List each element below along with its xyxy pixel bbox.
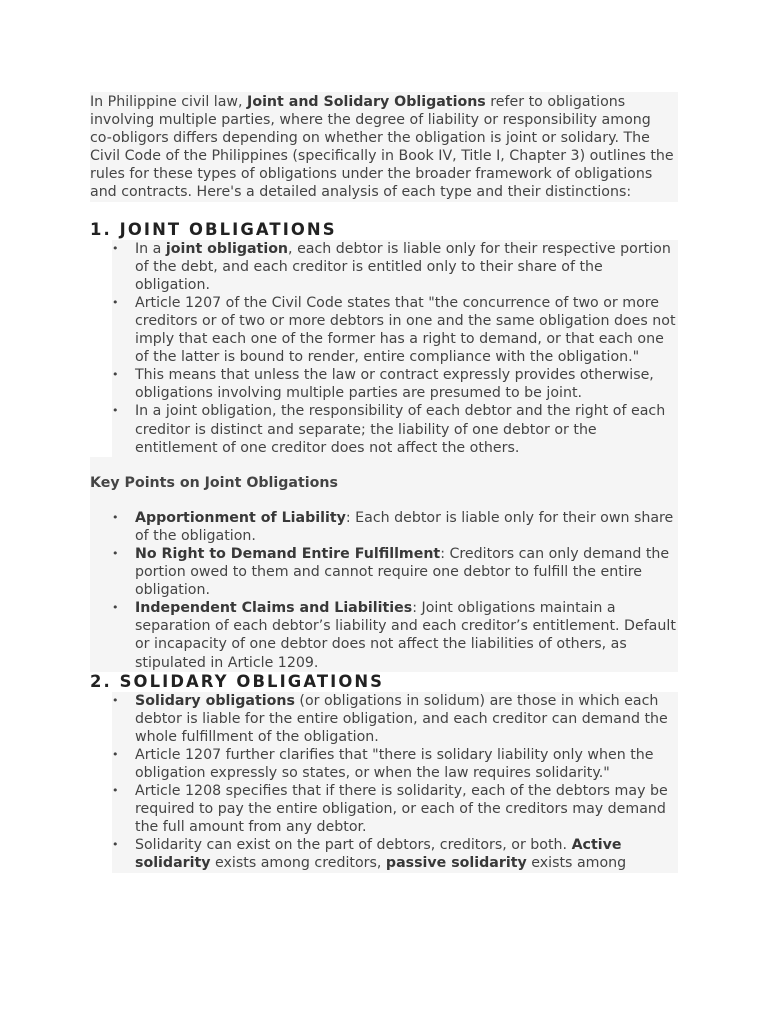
item-text-rest: exists among xyxy=(526,855,627,872)
section-heading-solidary: 2. SOLIDARY OBLIGATIONS xyxy=(90,671,385,691)
bullet-icon: • xyxy=(112,368,119,382)
bullet-icon: • xyxy=(112,601,119,615)
solidary-obligations-list xyxy=(112,692,678,873)
item-bold-term: Active solidarity xyxy=(135,837,622,872)
list-item xyxy=(112,746,678,782)
document-page xyxy=(90,92,678,873)
bullet-icon: • xyxy=(112,838,119,852)
key-points-heading: Key Points on Joint Obligations xyxy=(90,457,678,509)
list-item xyxy=(112,692,678,746)
list-item xyxy=(112,294,678,366)
bullet-icon: • xyxy=(112,295,119,309)
list-item xyxy=(90,509,678,545)
item-text: In a joint obligation, the responsibility of each debtor and the right of each creditor is distinct and separate; the liability of one debtor or the entitlement of one creditor does not affect the others. xyxy=(135,403,666,456)
list-item xyxy=(112,366,678,402)
item-text: This means that unless the law or contract expressly provides otherwise, obligations involving multiple parties are presumed to be joint. xyxy=(135,367,654,402)
bullet-icon: • xyxy=(112,404,119,418)
item-text: In a xyxy=(135,240,166,257)
intro-bold-term: Joint and Solidary Obligations xyxy=(247,94,486,110)
intro-text: In Philippine civil law, xyxy=(90,94,248,110)
joint-obligations-list xyxy=(112,240,678,457)
list-item xyxy=(112,782,678,836)
bullet-icon: • xyxy=(112,546,119,560)
item-text: Article 1207 of the Civil Code states that "the concurrence of two or more creditors or of two or more debtors in one and the same obligation does not imply that each one of the former has a right to demand, or that each one of the latter is bound to render, entire compliance with the obligation." xyxy=(135,294,676,366)
item-text: Article 1208 specifies that if there is solidarity, each of the debtors may be required to pay the entire obligation, or each of the creditors may demand the full amount from any debtor. xyxy=(135,783,668,836)
item-bold-term: joint obligation xyxy=(165,240,289,257)
section-heading-joint: 1. JOINT OBLIGATIONS xyxy=(90,219,337,239)
item-text-mid: exists among creditors, xyxy=(210,855,386,872)
item-bold-term: No Right to Demand Entire Fulfillment xyxy=(135,545,441,562)
item-text: Article 1207 further clarifies that "there is solidary liability only when the obligation expressly so states, or when the law requires solidarity." xyxy=(135,746,654,781)
bullet-icon: • xyxy=(112,510,119,524)
list-item xyxy=(112,402,678,456)
intro-text-rest: refer to obligations involving multiple parties, where the degree of liability or responsibility among co-obligors differs depending on whether the obligation is joint or solidary. The Civil Code of the Philippines (specifically in Book IV, Title I, Chapter 3) outlines the rules for these types of obligations under the broader framework of obligations and contracts. Here's a detailed analysis of each type and their distinctions: xyxy=(90,94,674,201)
bullet-icon: • xyxy=(112,241,119,255)
bullet-icon: • xyxy=(112,693,119,707)
item-text: Solidarity can exist on the part of debtors, creditors, or both. xyxy=(135,837,572,854)
list-item xyxy=(112,836,678,872)
list-item xyxy=(90,545,678,599)
item-bold-term: Solidary obligations xyxy=(135,692,295,709)
intro-paragraph xyxy=(90,92,678,202)
list-item xyxy=(112,240,678,294)
item-text-rest: : Each debtor is liable only for their own share of the obligation. xyxy=(135,509,674,544)
bullet-icon: • xyxy=(112,747,119,761)
item-text-rest: , each debtor is liable only for their respective portion of the debt, and each creditor is entitled only to their share of the obligation. xyxy=(135,240,671,293)
bullet-icon: • xyxy=(112,784,119,798)
item-text-rest: : Joint obligations maintain a separation of each debtor’s liability and each creditor’s entitlement. Default or incapacity of one debtor does not affect the liabilities of others, as stipulated in Article 1209. xyxy=(135,600,676,671)
list-item xyxy=(90,599,678,671)
item-bold-term: Independent Claims and Liabilities xyxy=(135,600,413,617)
key-points-list xyxy=(90,509,678,672)
item-text-rest: : Creditors can only demand the portion owed to them and cannot require one debtor to fulfill the entire obligation. xyxy=(135,545,670,599)
item-bold-term: Apportionment of Liability xyxy=(135,509,346,526)
item-text-rest: (or obligations in solidum) are those in which each debtor is liable for the entire obligation, and each creditor can demand the whole fulfillment of the obligation. xyxy=(135,692,668,745)
item-bold-term: passive solidarity xyxy=(385,855,527,872)
